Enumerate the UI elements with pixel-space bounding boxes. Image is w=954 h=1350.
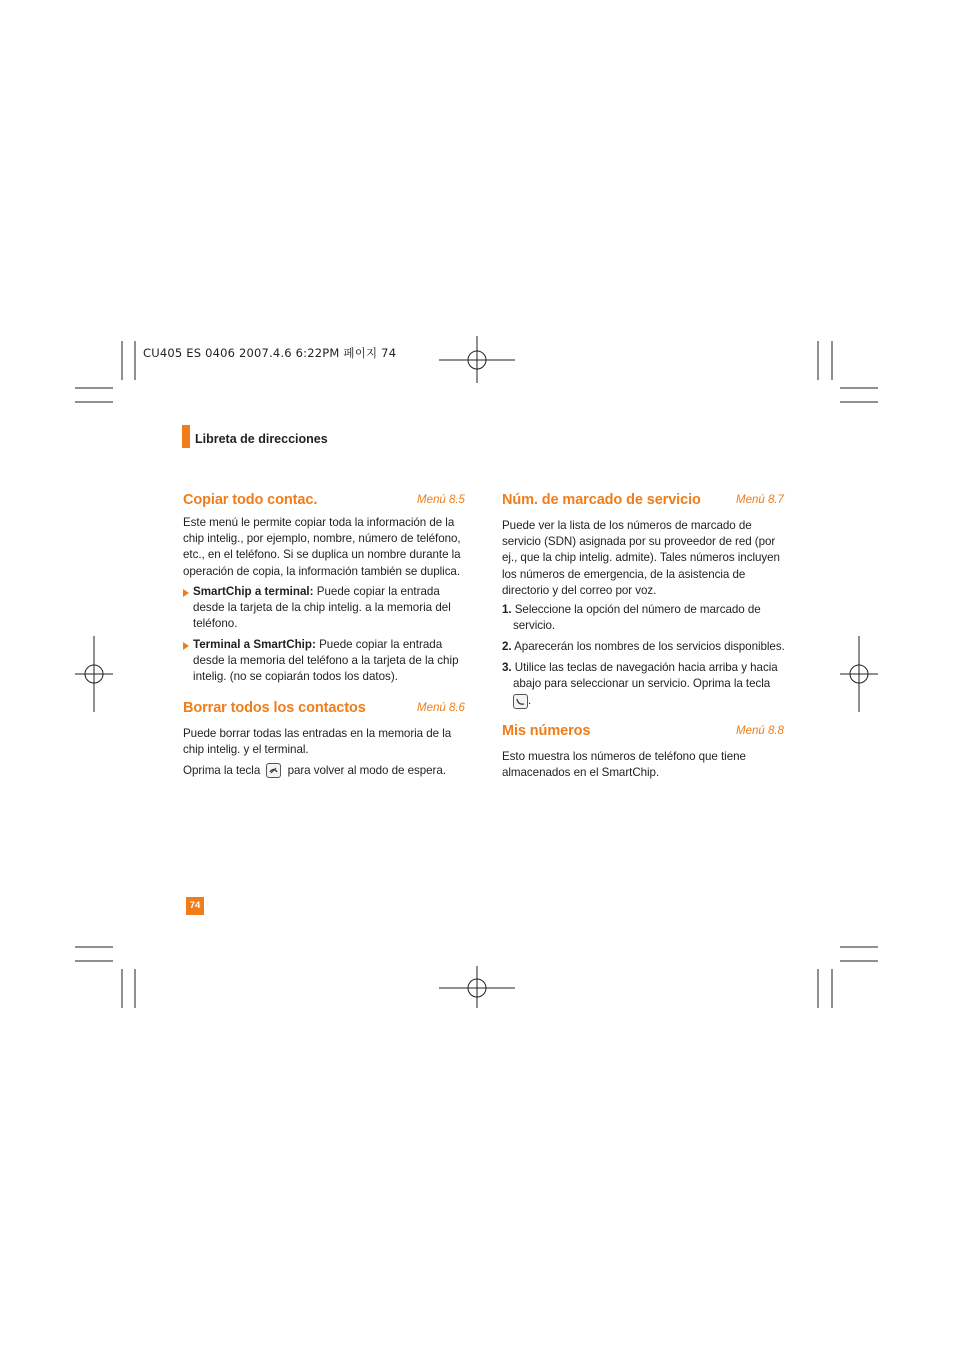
delete-description: Puede borrar todas las entradas en la memoria de la chip intelig. y el terminal.: [183, 727, 452, 757]
section-title: Libreta de direcciones: [195, 432, 328, 446]
print-slug: CU405 ES 0406 2007.4.6 6:22PM 페이지 74: [143, 346, 397, 360]
send-key-icon: [513, 694, 528, 709]
copy-description: Este menú le permite copiar toda la información de la chip intelig., por ejemplo, nombre, número de teléfono, etc., en el teléfono. Si se duplica un nombre durante la operación de copia, la información también se duplica.: [183, 516, 461, 578]
menu-number-delete: Menú 8.6: [417, 702, 465, 714]
menu-number-my-numbers: Menú 8.8: [736, 725, 784, 737]
end-key-icon: [266, 763, 281, 778]
menu-number-copy: Menú 8.5: [417, 494, 465, 506]
bullet-terminal-to-smartchip: Terminal a SmartChip: Puede copiar la entrada desde la memoria del teléfono a la tarjeta de la chip intelig. (no se copiarán todos los datos).: [193, 638, 459, 684]
section-tab-marker: [182, 425, 190, 448]
my-numbers-description: Esto muestra los números de teléfono que tiene almacenados en el SmartChip.: [502, 750, 746, 780]
step-1: 1. Seleccione la opción del número de marcado de servicio.: [502, 603, 761, 633]
heading-service-dialing: Núm. de marcado de servicio: [502, 492, 701, 508]
service-description: Puede ver la lista de los números de marcado de servicio (SDN) asignada por su proveedor de red (por ej., que la chip intelig. admite). Tales números incluyen los números de emergencia, de la asistencia de directorio y del correo por voz.: [502, 519, 780, 597]
bullet-triangle-icon: [183, 589, 189, 597]
heading-copy-all: Copiar todo contac.: [183, 492, 318, 508]
step-3: 3. Utilice las teclas de navegación hacia arriba y hacia abajo para seleccionar un servicio. Oprima la tecla .: [502, 661, 778, 708]
menu-number-service: Menú 8.7: [736, 494, 784, 506]
step-2: 2. Aparecerán los nombres de los servicios disponibles.: [502, 640, 785, 653]
heading-my-numbers: Mis números: [502, 723, 591, 739]
heading-delete-all: Borrar todos los contactos: [183, 700, 366, 716]
bullet-triangle-icon: [183, 642, 189, 650]
page-number: 74: [186, 897, 204, 915]
delete-instruction: Oprima la tecla para volver al modo de espera.: [183, 764, 446, 777]
bullet-smartchip-to-terminal: SmartChip a terminal: Puede copiar la entrada desde la tarjeta de la chip intelig. a la memoria del teléfono.: [193, 585, 451, 631]
